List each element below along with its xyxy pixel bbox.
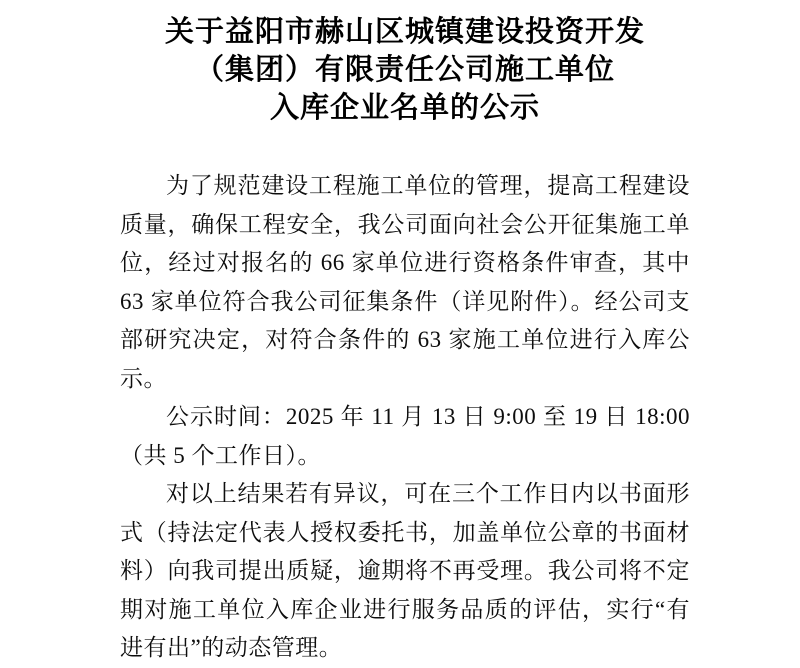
paragraph-publicity-period: 公示时间：2025 年 11 月 13 日 9:00 至 19 日 18:00（共 5 个工作日）。 (120, 404, 690, 468)
document-body (120, 167, 690, 668)
title-line-1: 关于益阳市赫山区城镇建设投资开发 (164, 16, 645, 48)
title-line-3: 入库企业名单的公示 (269, 92, 540, 124)
paragraph-intro-qualification-review: 为了规范建设工程施工单位的管理，提高工程建设质量，确保工程安全，我公司面向社会公开征集施工单位，经过对报名的 66 家单位进行资格条件审查，其中 63 家单位符合我公司征集条件（详见附件）。经公司支部研究决定，对符合条件的 63 家施工单位进行入库公示。 (120, 173, 690, 391)
title-line-2: （集团）有限责任公司施工单位 (194, 54, 615, 86)
page-title (120, 13, 690, 127)
paragraph-objection-procedure: 对以上结果若有异议，可在三个工作日内以书面形式（持法定代表人授权委托书，加盖单位公章的书面材料）向我司提出质疑，逾期将不再受理。我公司将不定期对施工单位入库企业进行服务品质的评估，实行“有进有出”的动态管理。 (120, 481, 690, 660)
